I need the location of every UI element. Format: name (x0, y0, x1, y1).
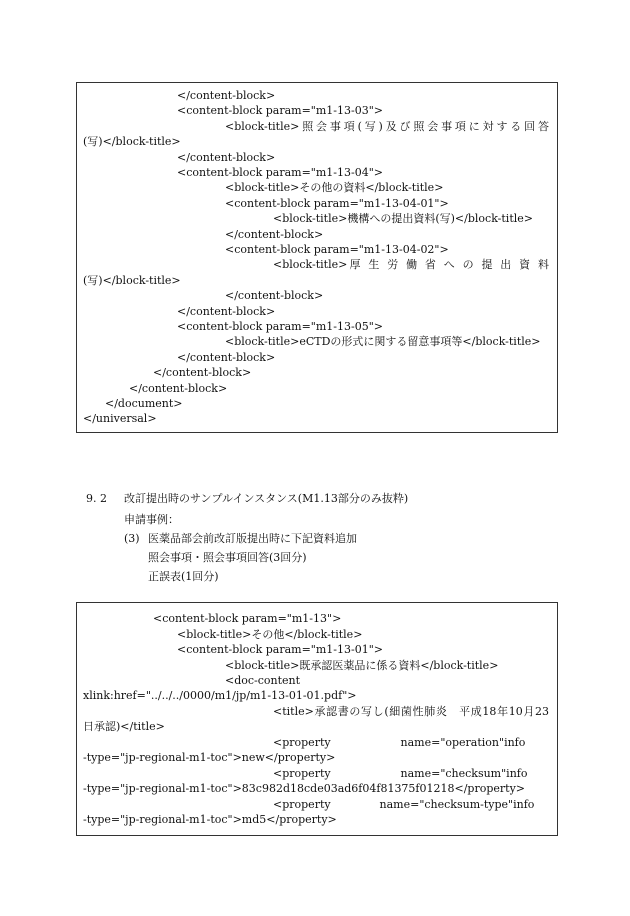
code-line: <block-title>厚 生 労 働 省 へ の 提 出 資 料 (273, 258, 549, 271)
code-line: <block-title>その他の資料</block-title> (225, 181, 444, 194)
code-line: -type="jp-regional-m1-toc">new</property> (83, 751, 336, 764)
code-line: <block-title>eCTDの形式に関する留意事項等</block-title> (225, 335, 541, 348)
section-title: 改訂提出時のサンプルインスタンス(M1.13部分のみ抜粋) (124, 492, 409, 505)
item-sub-2: 正誤表(1回分) (148, 570, 219, 583)
code-line: <property name="checksum-type"info (273, 798, 535, 811)
code-line: </content-block> (225, 228, 324, 241)
code-block-2 (76, 602, 558, 836)
code-line: -type="jp-regional-m1-toc">83c982d18cde03ad6f04f81375f01218</property> (83, 782, 526, 795)
code-line: </content-block> (129, 382, 228, 395)
code-line: <doc-content (225, 674, 301, 687)
code-line: <block-title>その他</block-title> (177, 628, 363, 641)
case-label: 申請事例： (124, 513, 179, 526)
code-line: </universal> (83, 412, 157, 425)
code-line: <content-block param="m1-13-05"> (177, 320, 383, 333)
code-line: </content-block> (177, 305, 276, 318)
code-line: -type="jp-regional-m1-toc">md5</property> (83, 813, 337, 826)
item-text: 医薬品部会前改訂版提出時に下記資料追加 (148, 532, 357, 545)
code-line: </content-block> (153, 366, 252, 379)
code-line: xlink:href="../../../0000/m1/jp/m1-13-01-01.pdf"> (83, 689, 357, 702)
code-line: <block-title>照会事項(写)及び照会事項に対する回答 (225, 120, 549, 133)
code-line: <property name="operation"info (273, 736, 526, 749)
code-line: </content-block> (177, 351, 276, 364)
code-line: (写)</block-title> (83, 274, 181, 287)
code-line: <block-title>既承認医薬品に係る資料</block-title> (225, 659, 499, 672)
code-line: 日承認)</title> (83, 720, 165, 733)
code-line: <content-block param="m1-13"> (153, 612, 342, 625)
code-line: </content-block> (225, 289, 324, 302)
code-line: </content-block> (177, 89, 276, 102)
code-line: <block-title>機構への提出資料(写)</block-title> (273, 212, 533, 225)
code-line: <content-block param="m1-13-04-02"> (225, 243, 449, 256)
code-line: <content-block param="m1-13-03"> (177, 104, 383, 117)
code-line: </document> (105, 397, 183, 410)
code-line: <title>承認書の写し(細菌性肺炎 平成18年10月23 (273, 705, 549, 718)
code-line: <content-block param="m1-13-04-01"> (225, 197, 449, 210)
code-line: <content-block param="m1-13-04"> (177, 166, 383, 179)
code-block-1 (76, 82, 558, 433)
item-sub-1: 照会事項・照会事項回答(3回分) (148, 551, 307, 564)
code-line: <content-block param="m1-13-01"> (177, 643, 383, 656)
code-line: </content-block> (177, 151, 276, 164)
item-number: (3) (124, 532, 140, 545)
section-number: 9. 2 (86, 492, 107, 505)
code-line: <property name="checksum"info (273, 767, 528, 780)
code-line: (写)</block-title> (83, 135, 181, 148)
